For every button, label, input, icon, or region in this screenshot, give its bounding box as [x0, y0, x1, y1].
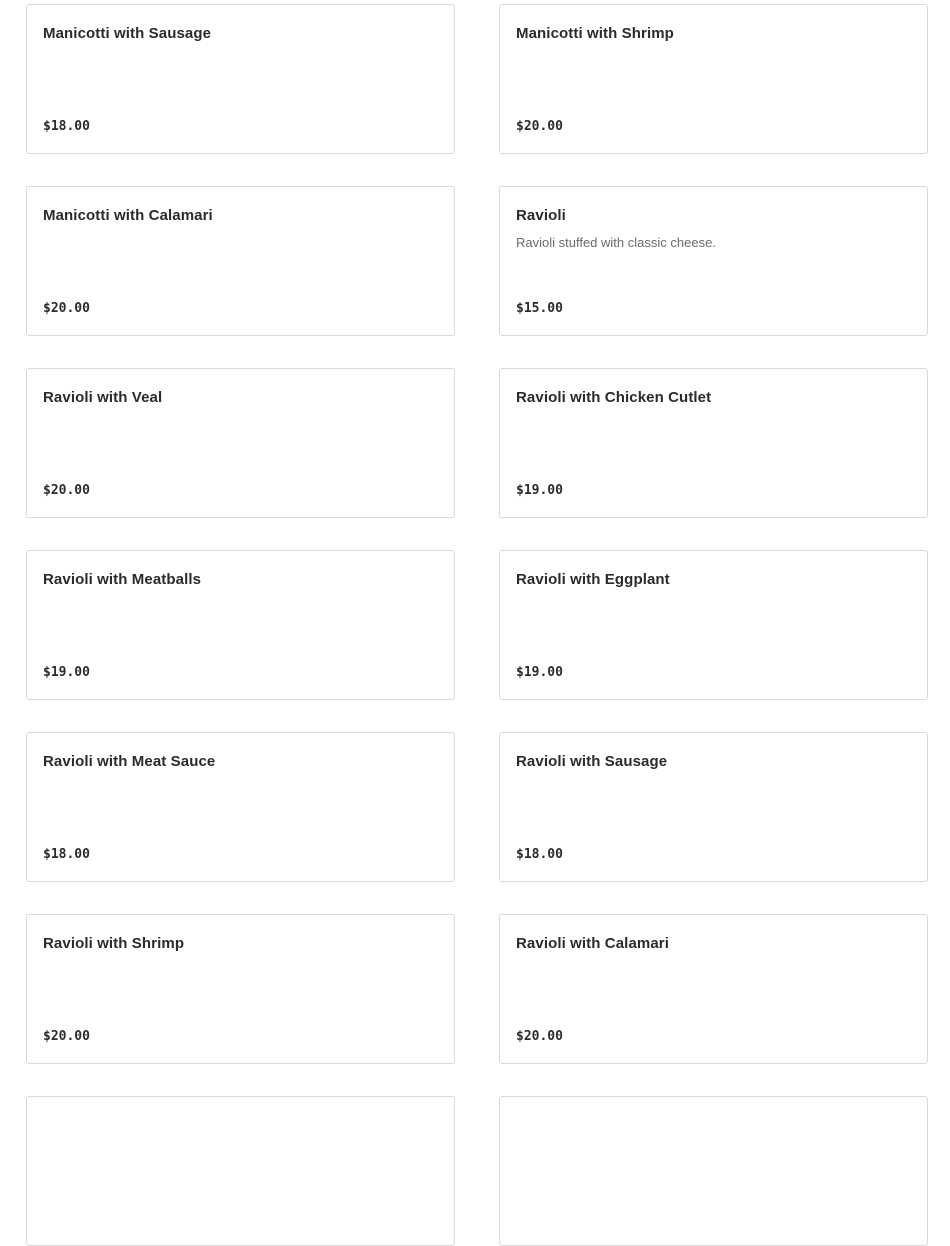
menu-item-price: $19.00: [43, 665, 90, 680]
menu-item-card[interactable]: [499, 550, 928, 700]
menu-item-card[interactable]: [499, 186, 928, 336]
menu-item-name: Ravioli with Eggplant: [516, 571, 670, 588]
menu-item-name: Manicotti with Sausage: [43, 25, 212, 42]
menu-item-card[interactable]: [26, 914, 455, 1064]
menu-item-name: Manicotti with Calamari: [43, 207, 213, 224]
menu-item-card[interactable]: [499, 732, 928, 882]
menu-item-card[interactable]: [499, 368, 928, 518]
menu-item-card[interactable]: [26, 732, 455, 882]
menu-item-price: $15.00: [516, 301, 563, 316]
menu-item-name: Ravioli with Veal: [43, 389, 163, 406]
menu-item-price: $18.00: [43, 847, 90, 862]
menu-item-grid: [26, 4, 928, 1246]
menu-item-card[interactable]: [26, 368, 455, 518]
menu-item-price: $18.00: [43, 119, 90, 134]
menu-item-name: Ravioli with Sausage: [516, 753, 668, 770]
menu-item-card[interactable]: [499, 914, 928, 1064]
menu-item-card[interactable]: [26, 1096, 455, 1246]
menu-item-price: $18.00: [516, 847, 563, 862]
menu-item-card[interactable]: [26, 186, 455, 336]
menu-item-description: Ravioli stuffed with classic cheese.: [516, 235, 716, 250]
menu-item-card[interactable]: [26, 4, 455, 154]
menu-item-price: $19.00: [516, 483, 563, 498]
menu-item-name: Ravioli with Meatballs: [43, 571, 202, 588]
menu-item-card[interactable]: [499, 4, 928, 154]
menu-item-name: Ravioli with Chicken Cutlet: [516, 389, 712, 406]
menu-item-price: $20.00: [516, 119, 563, 134]
menu-item-name: Ravioli: [516, 207, 566, 224]
menu-item-price: $19.00: [516, 665, 563, 680]
menu-item-name: Ravioli with Shrimp: [43, 935, 185, 952]
menu-item-price: $20.00: [43, 301, 90, 316]
menu-item-price: $20.00: [43, 483, 90, 498]
menu-item-price: $20.00: [516, 1029, 563, 1044]
menu-item-name: Ravioli with Calamari: [516, 935, 669, 952]
menu-item-card[interactable]: [26, 550, 455, 700]
menu-item-name: Ravioli with Meat Sauce: [43, 753, 216, 770]
menu-item-price: $20.00: [43, 1029, 90, 1044]
menu-item-name: Manicotti with Shrimp: [516, 25, 674, 42]
menu-item-card[interactable]: [499, 1096, 928, 1246]
